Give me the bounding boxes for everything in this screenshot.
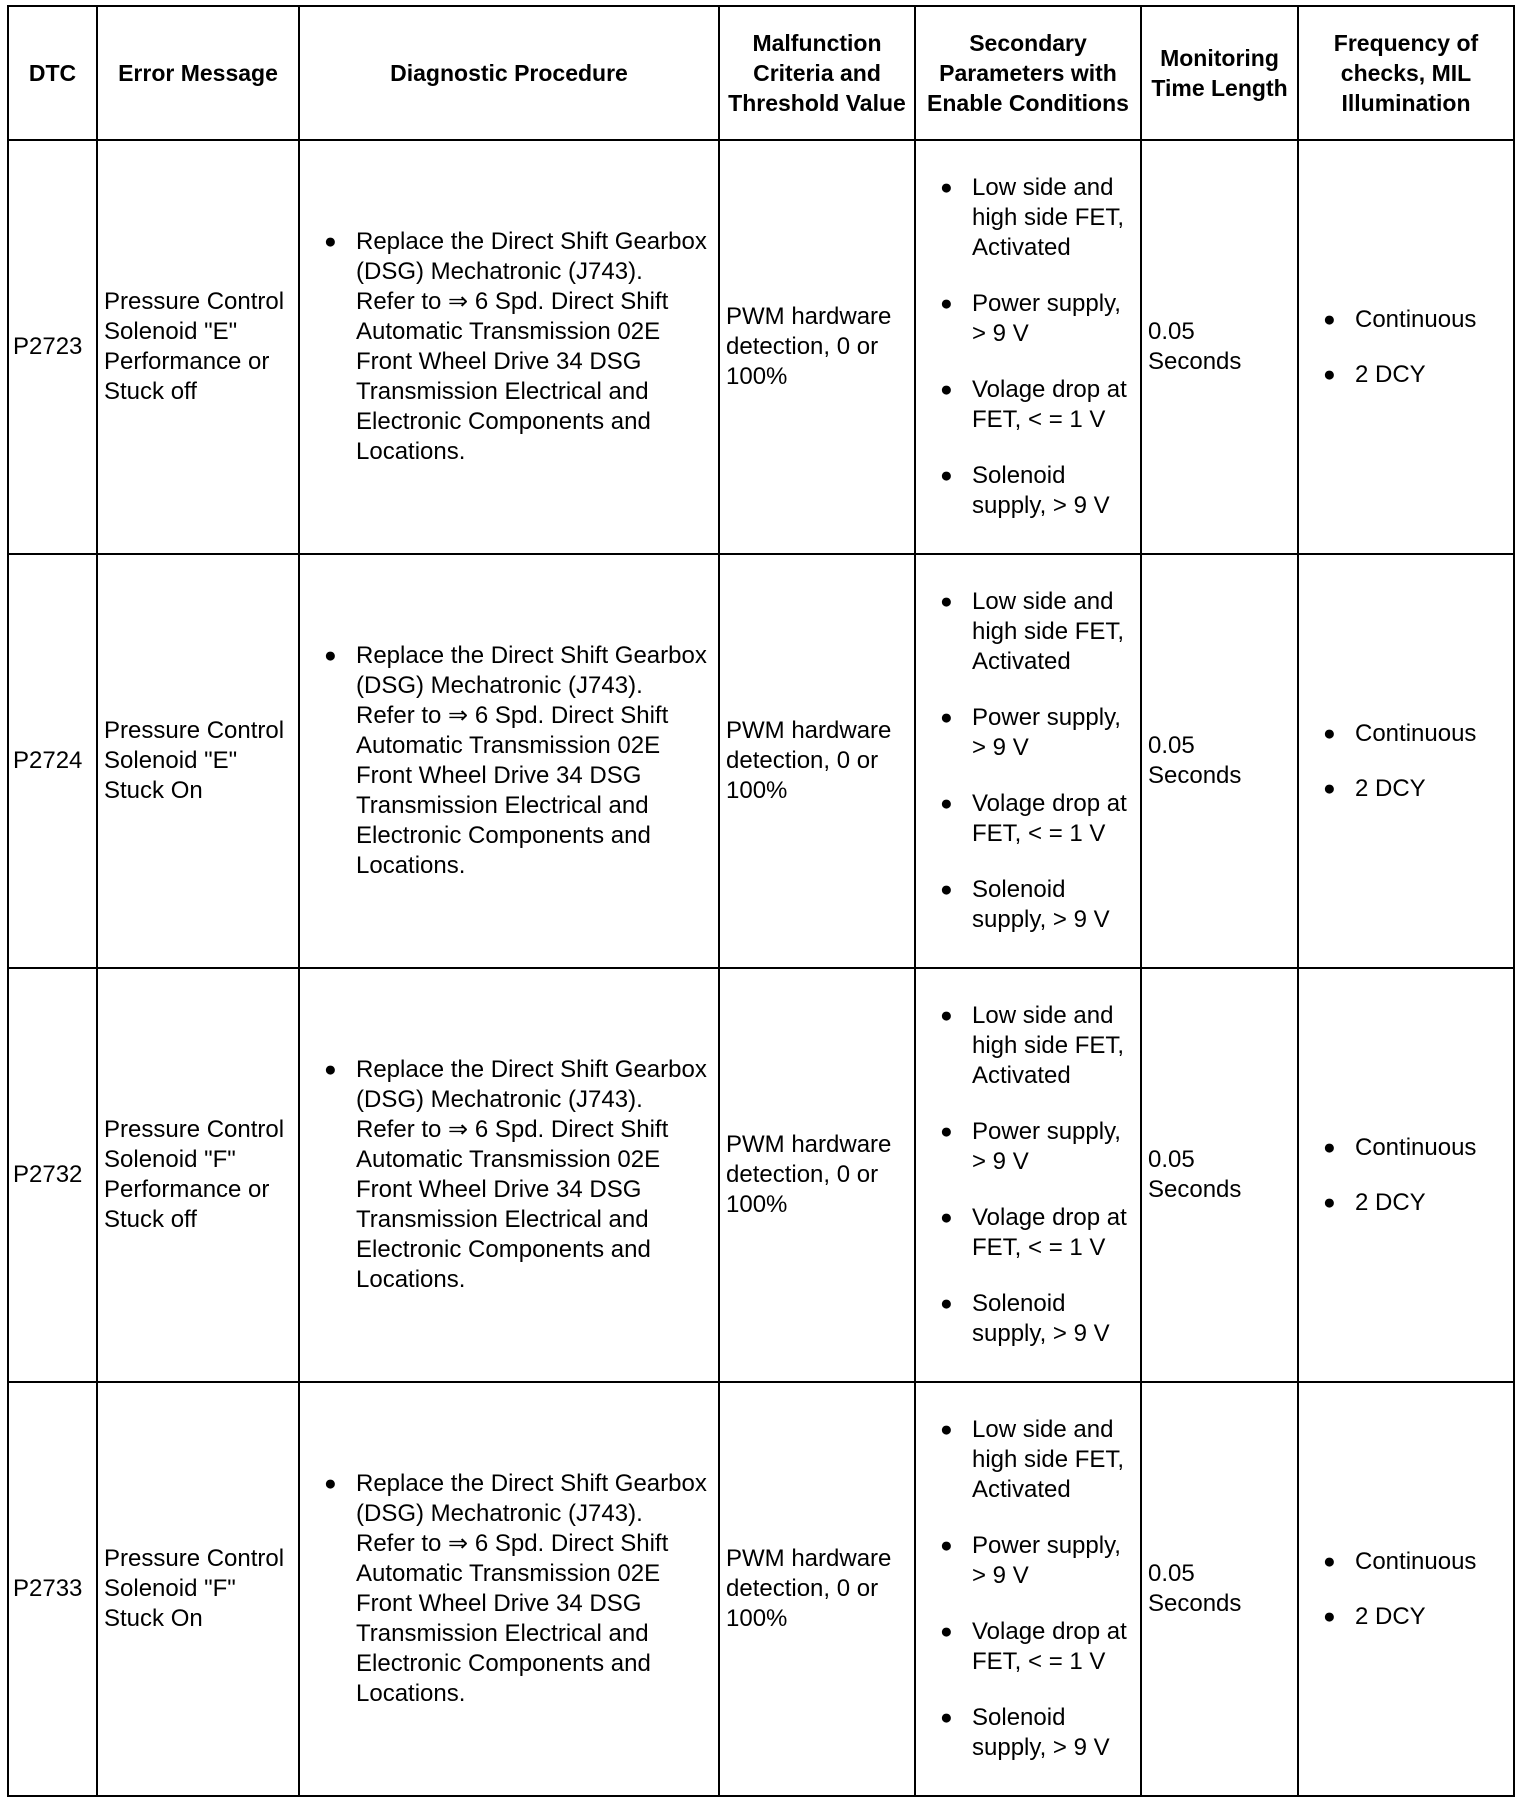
malfunction-criteria: PWM hardware detection, 0 or 100% — [719, 968, 915, 1382]
table-row — [8, 968, 1514, 1382]
table-row — [8, 1382, 1514, 1796]
frequency — [1298, 554, 1514, 968]
frequency-item: ● Continuous — [1321, 719, 1507, 749]
secondary-parameter: ● Low side and high side FET, Activated — [938, 1001, 1134, 1091]
header-frequency: Frequency of checks, MIL Illumination — [1298, 6, 1514, 140]
frequency-item: ● Continuous — [1321, 1547, 1507, 1577]
secondary-parameters — [915, 554, 1141, 968]
secondary-parameter: ● Low side and high side FET, Activated — [938, 1415, 1134, 1505]
secondary-parameters — [915, 1382, 1141, 1796]
error-message: Pressure Control Solenoid "F" Stuck On — [97, 1382, 299, 1796]
dtc-code: P2732 — [8, 968, 97, 1382]
dtc-code: P2733 — [8, 1382, 97, 1796]
frequency-item: ● 2 DCY — [1321, 1188, 1507, 1218]
frequency — [1298, 140, 1514, 554]
secondary-parameter: ● Power supply, > 9 V — [938, 289, 1134, 349]
header-row — [8, 6, 1514, 140]
secondary-parameter: ● Power supply, > 9 V — [938, 1531, 1134, 1591]
frequency-item: ● Continuous — [1321, 305, 1507, 335]
diagnostic-procedure — [299, 968, 719, 1382]
frequency-item: ● 2 DCY — [1321, 360, 1507, 390]
monitoring-time: 0.05 Seconds — [1141, 554, 1298, 968]
secondary-parameter: ● Solenoid supply, > 9 V — [938, 1703, 1134, 1763]
malfunction-criteria: PWM hardware detection, 0 or 100% — [719, 140, 915, 554]
malfunction-criteria: PWM hardware detection, 0 or 100% — [719, 554, 915, 968]
dtc-code: P2724 — [8, 554, 97, 968]
error-message: Pressure Control Solenoid "F" Performance or Stuck off — [97, 968, 299, 1382]
secondary-parameter: ● Volage drop at FET, < = 1 V — [938, 1203, 1134, 1263]
secondary-parameter: ● Low side and high side FET, Activated — [938, 587, 1134, 677]
secondary-parameter: ● Solenoid supply, > 9 V — [938, 1289, 1134, 1349]
header-monitoring-time: Monitoring Time Length — [1141, 6, 1298, 140]
dtc-code: P2723 — [8, 140, 97, 554]
secondary-parameter: ● Solenoid supply, > 9 V — [938, 461, 1134, 521]
frequency-item: ● 2 DCY — [1321, 1602, 1507, 1632]
secondary-parameter: ● Volage drop at FET, < = 1 V — [938, 1617, 1134, 1677]
secondary-parameters — [915, 968, 1141, 1382]
procedure-step: ● Replace the Direct Shift Gearbox (DSG) Mechatronic (J743). Refer to ⇒ 6 Spd. Direct Shift Automatic Transmission 02E Front Wheel Drive 34 DSG Transmission Electrical and Electronic Components and Locations. — [322, 227, 708, 467]
monitoring-time: 0.05 Seconds — [1141, 968, 1298, 1382]
header-dtc: DTC — [8, 6, 97, 140]
frequency-item: ● Continuous — [1321, 1133, 1507, 1163]
secondary-parameter: ● Low side and high side FET, Activated — [938, 173, 1134, 263]
table-row — [8, 554, 1514, 968]
diagnostic-procedure — [299, 1382, 719, 1796]
secondary-parameter: ● Solenoid supply, > 9 V — [938, 875, 1134, 935]
frequency — [1298, 968, 1514, 1382]
header-error-message: Error Message — [97, 6, 299, 140]
secondary-parameter: ● Power supply, > 9 V — [938, 703, 1134, 763]
table-row — [8, 140, 1514, 554]
secondary-parameter: ● Power supply, > 9 V — [938, 1117, 1134, 1177]
diagnostic-procedure — [299, 140, 719, 554]
frequency-item: ● 2 DCY — [1321, 774, 1507, 804]
header-malfunction-criteria: Malfunction Criteria and Threshold Value — [719, 6, 915, 140]
procedure-step: ● Replace the Direct Shift Gearbox (DSG) Mechatronic (J743). Refer to ⇒ 6 Spd. Direct Shift Automatic Transmission 02E Front Wheel Drive 34 DSG Transmission Electrical and Electronic Components and Locations. — [322, 641, 708, 881]
monitoring-time: 0.05 Seconds — [1141, 140, 1298, 554]
secondary-parameter: ● Volage drop at FET, < = 1 V — [938, 375, 1134, 435]
header-diagnostic-procedure: Diagnostic Procedure — [299, 6, 719, 140]
monitoring-time: 0.05 Seconds — [1141, 1382, 1298, 1796]
frequency — [1298, 1382, 1514, 1796]
error-message: Pressure Control Solenoid "E" Stuck On — [97, 554, 299, 968]
secondary-parameter: ● Volage drop at FET, < = 1 V — [938, 789, 1134, 849]
diagnostic-procedure — [299, 554, 719, 968]
dtc-table — [7, 5, 1515, 1797]
procedure-step: ● Replace the Direct Shift Gearbox (DSG) Mechatronic (J743). Refer to ⇒ 6 Spd. Direct Shift Automatic Transmission 02E Front Wheel Drive 34 DSG Transmission Electrical and Electronic Components and Locations. — [322, 1469, 708, 1709]
procedure-step: ● Replace the Direct Shift Gearbox (DSG) Mechatronic (J743). Refer to ⇒ 6 Spd. Direct Shift Automatic Transmission 02E Front Wheel Drive 34 DSG Transmission Electrical and Electronic Components and Locations. — [322, 1055, 708, 1295]
header-secondary-parameters: Secondary Parameters with Enable Conditions — [915, 6, 1141, 140]
error-message: Pressure Control Solenoid "E" Performance or Stuck off — [97, 140, 299, 554]
secondary-parameters — [915, 140, 1141, 554]
malfunction-criteria: PWM hardware detection, 0 or 100% — [719, 1382, 915, 1796]
